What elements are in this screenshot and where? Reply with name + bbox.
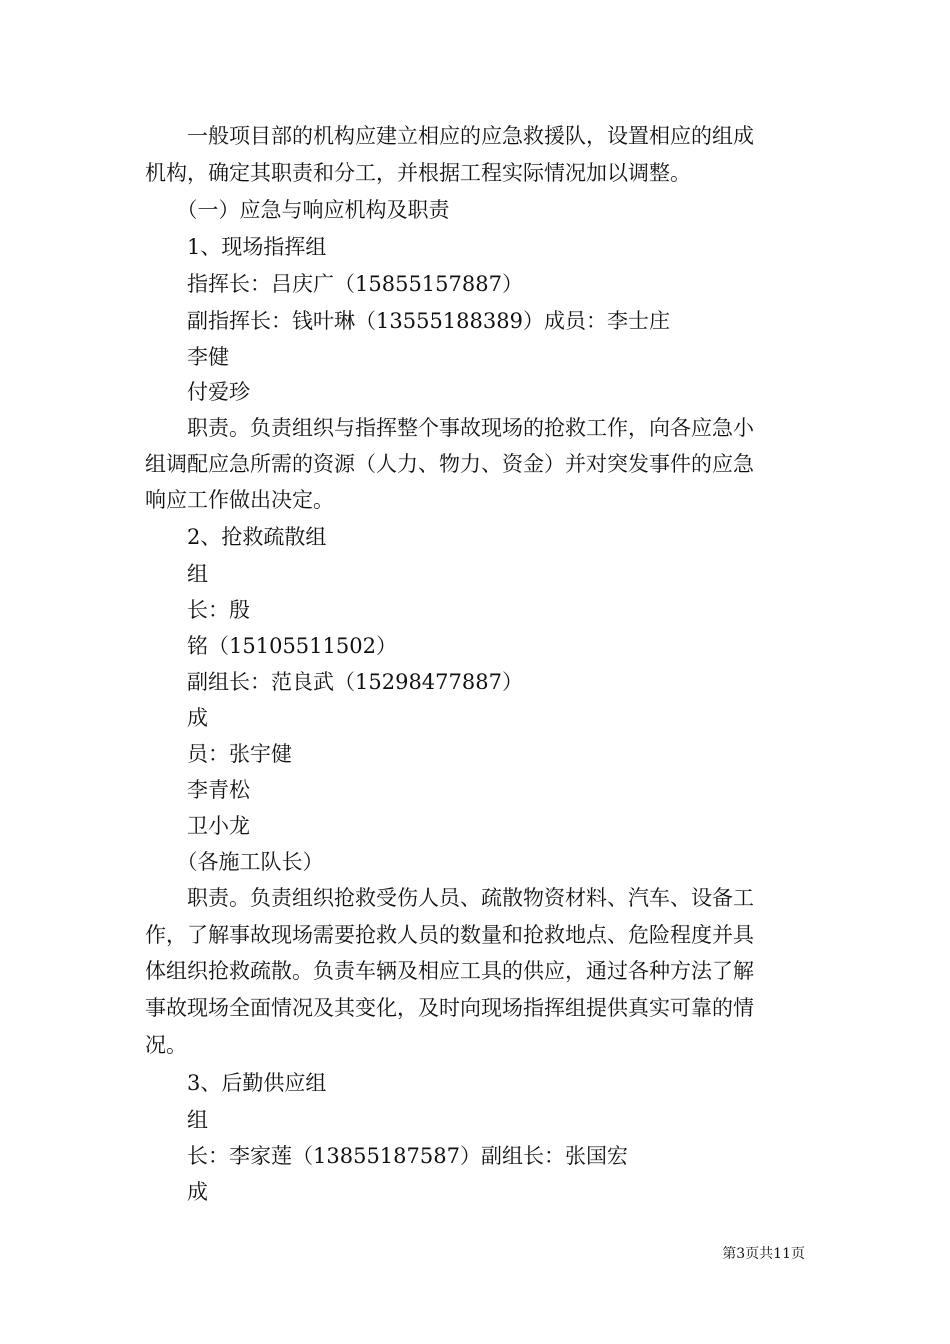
group-heading: 2、抢救疏散组 bbox=[145, 525, 327, 549]
page-number: 第3页共11页 bbox=[722, 1246, 805, 1262]
text-line: 付爱珍 bbox=[145, 380, 250, 404]
text-line: 作，了解事故现场需要抢救人员的数量和抢救地点、危险程度并具 bbox=[145, 923, 754, 947]
text-line: 职责。负责组织抢救受伤人员、疏散物资材料、汽车、设备工 bbox=[145, 886, 754, 910]
section-heading: （一）应急与响应机构及职责 bbox=[145, 198, 450, 222]
text-line: 机构，确定其职责和分工，并根据工程实际情况加以调整。 bbox=[145, 161, 691, 185]
text-line: 李健 bbox=[145, 345, 229, 369]
text-line: 一般项目部的机构应建立相应的应急救援队，设置相应的组成 bbox=[145, 124, 754, 148]
text-line: 铭（15105511502） bbox=[145, 634, 397, 658]
text-line: 成 bbox=[145, 706, 208, 730]
text-line: 指挥长：吕庆广（15855157887） bbox=[145, 272, 523, 296]
group-heading: 3、后勤供应组 bbox=[145, 1071, 327, 1095]
text-line: 职责。负责组织与指挥整个事故现场的抢救工作，向各应急小 bbox=[145, 416, 754, 440]
text-line: 组 bbox=[145, 1108, 208, 1132]
text-line: 副组长：范良武（15298477887） bbox=[145, 670, 523, 694]
text-line: 副指挥长：钱叶琳（13555188389）成员：李士庄 bbox=[145, 309, 670, 333]
text-line: 组调配应急所需的资源（人力、物力、资金）并对突发事件的应急 bbox=[145, 452, 754, 476]
text-line: 响应工作做出决定。 bbox=[145, 488, 334, 512]
text-line: 组 bbox=[145, 562, 208, 586]
text-line: 长：李家莲（13855187587）副组长：张国宏 bbox=[145, 1144, 628, 1168]
text-line: 长：殷 bbox=[145, 598, 250, 622]
text-line: 成 bbox=[145, 1180, 208, 1204]
text-line: 体组织抢救疏散。负责车辆及相应工具的供应，通过各种方法了解 bbox=[145, 959, 754, 983]
text-line: 事故现场全面情况及其变化，及时向现场指挥组提供真实可靠的情 bbox=[145, 996, 754, 1020]
text-line: 卫小龙 bbox=[145, 814, 250, 838]
text-line: 况。 bbox=[145, 1033, 187, 1057]
group-heading: 1、现场指挥组 bbox=[145, 235, 327, 259]
text-line: 李青松 bbox=[145, 778, 250, 802]
text-line: 员：张宇健 bbox=[145, 742, 292, 766]
text-line: （各施工队长） bbox=[145, 850, 324, 874]
